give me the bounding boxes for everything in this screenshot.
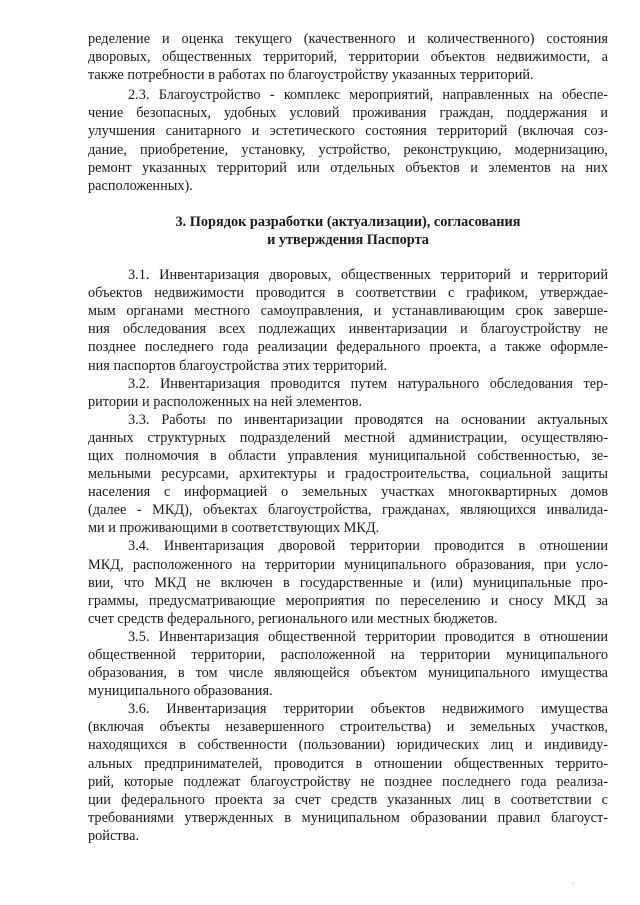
text-line: дворовых, общественных территорий, территории объектов недвижимости, а [88, 49, 608, 66]
text-line: счет средств федерального, регионального или местных бюджетов. [88, 610, 498, 627]
text-line: граммы, предусматривающие мероприятия по переселению и сносу МКД за [88, 592, 608, 609]
text-line: щих полномочия в области управления муниципальной собственностью, зе- [88, 447, 608, 464]
scan-speck: · [572, 879, 575, 888]
text-line: ции федерального проекта за счет средств указанных лиц в соответствии с [88, 791, 608, 808]
text-line: позднее последнего года реализации федерального проекта, а также оформле- [88, 339, 608, 356]
text-line: образования, в том числе являющейся объектом муниципального имущества [88, 665, 608, 682]
text-line: 2.3. Благоустройство - комплекс мероприятий, направленных на обеспе- [128, 87, 608, 104]
text-line: ритории и расположенных на ней элементов. [88, 393, 363, 410]
text-line: ми и проживающими в соответствующих МКД. [88, 520, 380, 537]
text-line: улучшения санитарного и эстетического состояния территорий (включая соз- [88, 123, 608, 140]
text-line: объектов недвижимости проводится в соответствии с графиком, утверждае- [88, 285, 608, 302]
text-line: чение безопасных, удобных условий проживания граждан, поддержания и [88, 105, 608, 122]
text-line: населения с информацией о земельных участках многоквартирных домов [88, 484, 608, 501]
text-line: 3.5. Инвентаризация общественной территории проводится в отношении [128, 628, 608, 645]
text-line: 3.3. Работы по инвентаризации проводятся на основании актуальных [128, 411, 608, 428]
paragraph-3-3 [88, 411, 608, 538]
text-line: находящихся в собственности (пользовании) юридических лиц и индивиду- [88, 737, 608, 754]
text-line: муниципального образования. [88, 683, 273, 700]
intro-paragraph [88, 30, 608, 84]
paragraph-2-3 [88, 86, 608, 195]
text-line: требованиями утвержденных в муниципальном образовании правил благоуст- [88, 809, 608, 826]
text-line: дание, приобретение, установку, устройство, реконструкцию, модернизацию, [88, 141, 608, 158]
paragraph-3-4 [88, 537, 608, 627]
text-line: (далее - МКД), объектах благоустройства, гражданах, являющихся инвалида- [88, 502, 608, 519]
text-line: 3.4. Инвентаризация дворовой территории проводится в отношении [128, 538, 608, 555]
text-line: рий, которые подлежат благоустройству не позднее последнего года реализа- [88, 773, 608, 790]
text-line: вии, что МКД не включен в государственные и (или) муниципальные про- [88, 574, 608, 591]
text-line: общественной территории, расположенной на территории муниципального [88, 647, 608, 663]
section-title-line-1: 3. Порядок разработки (актуализации), согласования [175, 213, 521, 230]
text-line: 3.2. Инвентаризация проводится путем натурального обследования тер- [128, 375, 608, 392]
text-line: ния паспортов благоустройства этих территорий. [88, 357, 388, 374]
paragraph-3-6 [88, 700, 608, 845]
text-line: расположенных). [88, 177, 193, 194]
text-line: ремонт указанных территорий или отдельных объектов и элементов на них [88, 159, 608, 176]
paragraph-3-1 [88, 266, 608, 375]
text-line: (включая объекты незавершенного строительства) и земельных участков, [88, 719, 608, 736]
text-line: ределение и оценка текущего (качественного и количественного) состояния [88, 31, 608, 47]
paragraph-3-2 [88, 375, 608, 411]
text-line: мельными ресурсами, архитектуры и градостроительства, социальной защиты [88, 466, 608, 483]
section-3-heading [88, 213, 608, 249]
paragraph-3-5 [88, 628, 608, 700]
text-line: МКД, расположенного на территории муниципального образования, при усло- [88, 556, 608, 573]
text-line: мым органами местного самоуправления, и устанавливающим срок заверше- [88, 303, 608, 320]
text-line: альных предпринимателей, проводится в отношении общественных террито- [88, 755, 608, 772]
text-line: 3.6. Инвентаризация территории объектов недвижимого имущества [128, 701, 608, 718]
text-line: ния обследования всех подлежащих инвентаризации и благоустройству не [88, 321, 608, 338]
text-line: данных структурных подразделений местной администрации, осуществляю- [88, 429, 608, 446]
text-line: также потребности в работах по благоустройству указанных территорий. [88, 67, 534, 84]
text-line: 3.1. Инвентаризация дворовых, общественных территорий и территорий [128, 267, 608, 284]
section-title-line-2: и утверждения Паспорта [267, 231, 429, 248]
text-line: ройства. [88, 827, 140, 844]
